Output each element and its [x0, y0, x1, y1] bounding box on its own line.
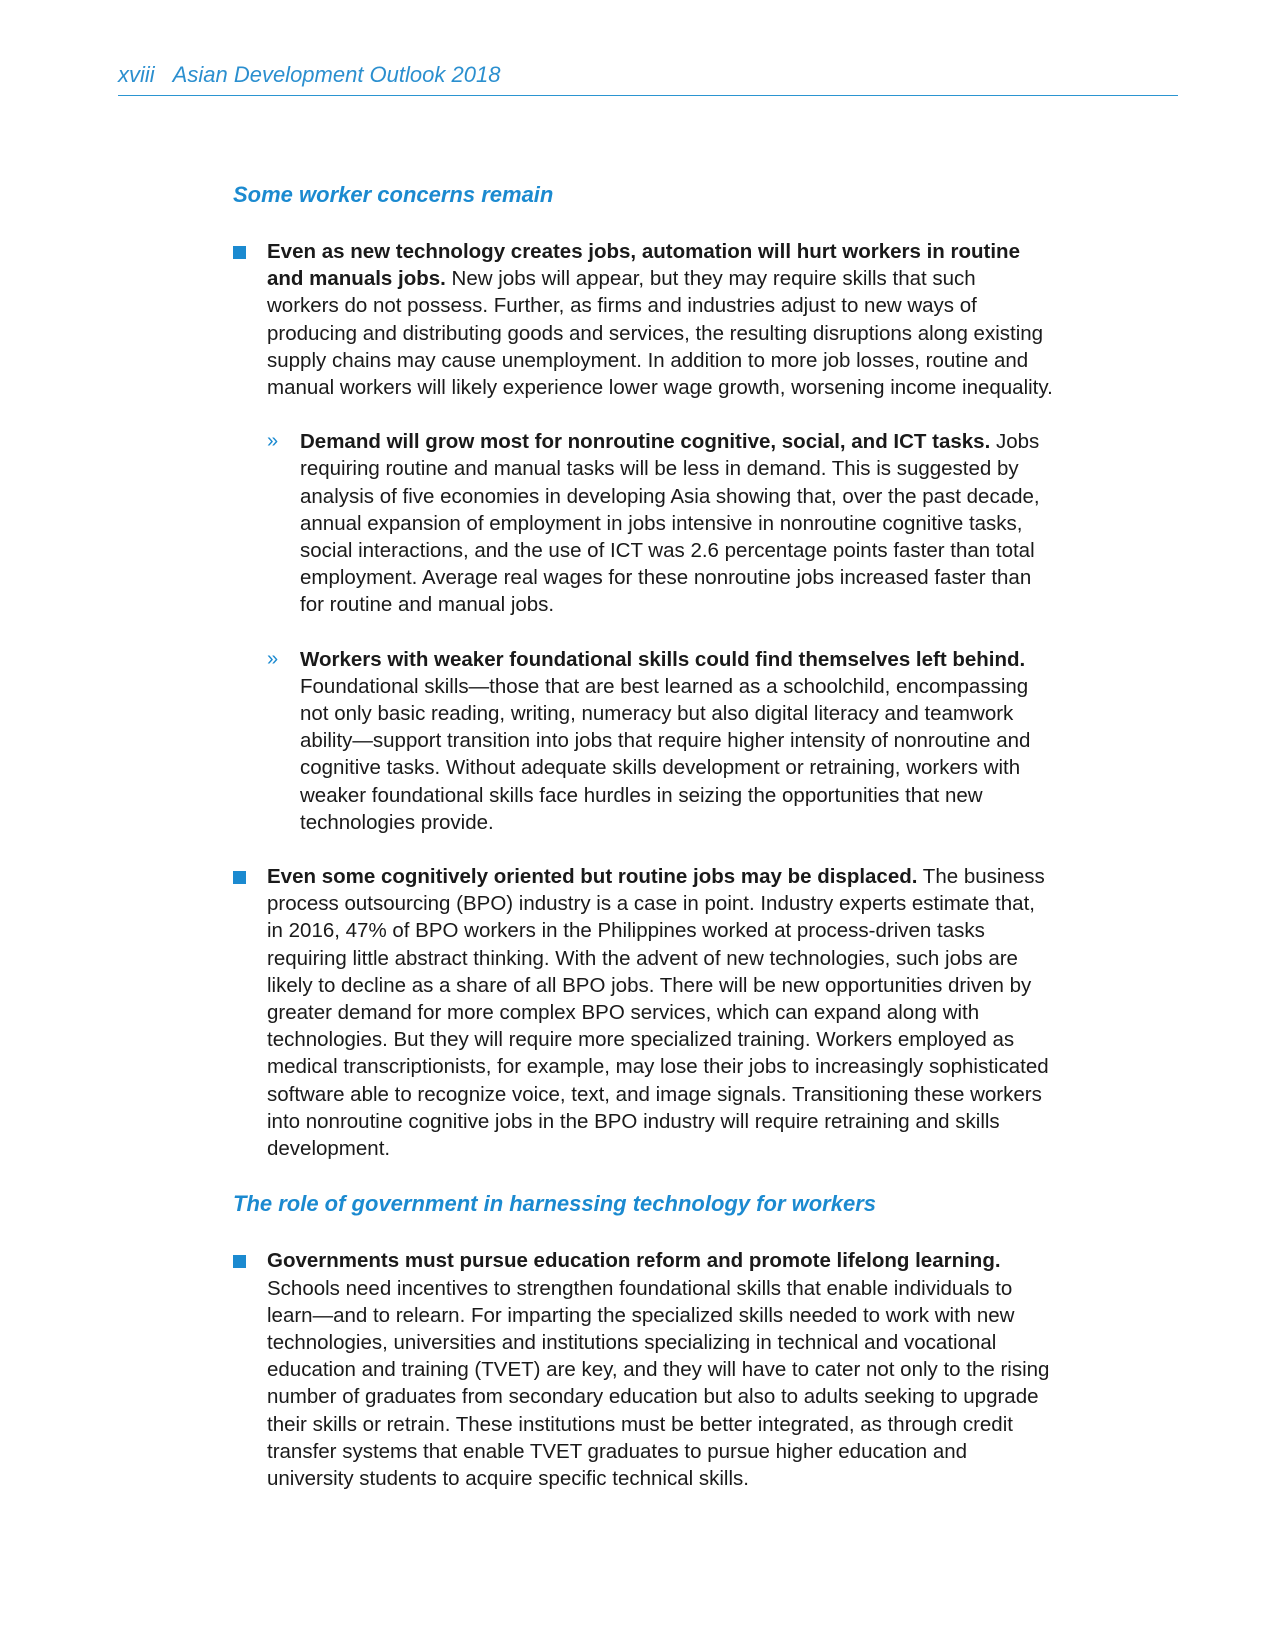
square-bullet-icon	[233, 1255, 246, 1268]
bullet-item-routine-jobs	[233, 863, 1053, 1162]
page-number: xviii	[118, 62, 155, 87]
chevron-right-icon: »	[267, 430, 279, 453]
chevron-right-icon: »	[267, 647, 279, 670]
section-heading-worker-concerns: Some worker concerns remain	[233, 182, 554, 207]
sub-item-body: Foundational skills—those that are best learned as a schoolchild, encompassing not only basic reading, writing, numeracy but also digital literacy and teamwork ability—support transition into jobs that require higher intensity of nonroutine and cognitive tasks. Without adequate skills development or retraining, workers with weaker foundational skills face hurdles in seizing the opportunities that new technologies provide.	[300, 674, 1031, 834]
main-content	[233, 180, 1053, 1519]
square-bullet-icon	[233, 246, 246, 259]
bullet-lead: Even as new technology creates jobs, automation will hurt workers in routine and manuals jobs.	[267, 240, 1020, 291]
sub-item-lead: Demand will grow most for nonroutine cognitive, social, and ICT tasks.	[300, 430, 991, 454]
bullet-body: The business process outsourcing (BPO) industry is a case in point. Industry experts estimate that, in 2016, 47% of BPO workers in the Philippines worked at process-driven tasks requiring little abstract thinking. With the advent of new technologies, such jobs are likely to decline as a share of all BPO jobs. There will be new opportunities driven by greater demand for more complex BPO services, which can expand along with technologies. But they will require more specialized training. Workers employed as medical transcriptionists, for example, may lose their jobs to increasingly sophisticated software able to recognize voice, text, and image signals. Transitioning these workers into nonroutine cognitive jobs in the BPO industry will require retraining and skills development.	[267, 865, 1049, 1161]
bullet-body: Schools need incentives to strengthen foundational skills that enable individuals to learn—and to relearn. For imparting the specialized skills needed to work with new technologies, universities and institutions specializing in technical and vocational education and training (TVET) are key, and they will have to cater not only to the rising number of graduates from secondary education but also to adults seeking to upgrade their skills or retrain. These institutions must be better integrated, as through credit transfer systems that enable TVET graduates to pursue higher education and university students to acquire specific technical skills.	[267, 1276, 1050, 1490]
sub-item-body: Jobs requiring routine and manual tasks will be less in demand. This is suggested by analysis of five economies in developing Asia showing that, over the past decade, annual expansion of employment in jobs intensive in nonroutine cognitive tasks, social interactions, and the use of ICT was 2.6 percentage points faster than total employment. Average real wages for these nonroutine jobs increased faster than for routine and manual jobs.	[300, 430, 1040, 617]
sub-item-foundational-skills	[233, 646, 1053, 836]
bullet-body: New jobs will appear, but they may require skills that such workers do not possess. Further, as firms and industries adjust to new ways of producing and distributing goods and services, the resulting disruptions along existing supply chains may cause unemployment. In addition to more job losses, routine and manual workers will likely experience lower wage growth, worsening income inequality.	[267, 267, 1053, 400]
bullet-item-education-reform	[233, 1247, 1053, 1492]
section-heading-role-of-government: The role of government in harnessing technology for workers	[233, 1191, 876, 1217]
sub-item-lead: Workers with weaker foundational skills could find themselves left behind.	[300, 647, 1026, 671]
bullet-lead: Even some cognitively oriented but routine jobs may be displaced.	[267, 865, 918, 889]
sub-item-demand	[233, 428, 1053, 618]
running-header	[118, 62, 1178, 96]
bullet-lead: Governments must pursue education reform and promote lifelong learning.	[267, 1249, 1001, 1273]
bullet-item-automation	[233, 238, 1053, 401]
square-bullet-icon	[233, 871, 246, 884]
publication-title: Asian Development Outlook 2018	[172, 62, 501, 87]
